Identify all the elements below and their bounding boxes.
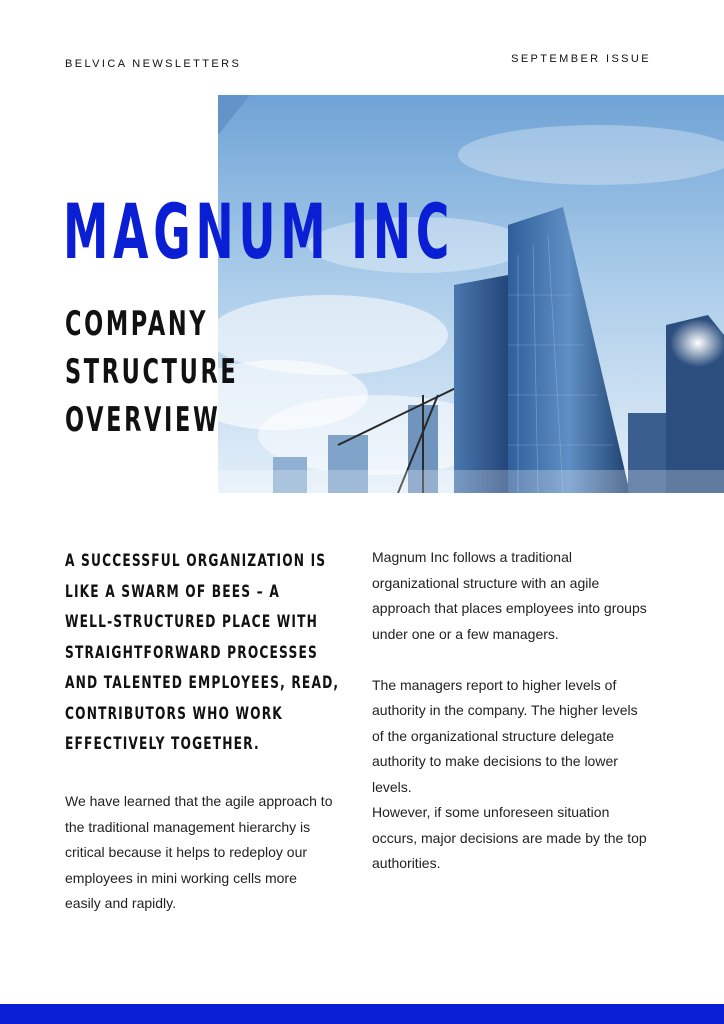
main-title: MAGNUM INC	[63, 187, 455, 276]
subtitle-line: OVERVIEW	[65, 400, 221, 440]
quote-line: WELL-STRUCTURED PLACE WITH	[65, 612, 319, 632]
right-paragraph-1: Magnum Inc follows a traditional organizational structure with an agile approach that places employees into groups under one or a few managers.	[372, 549, 647, 642]
quote-line: EFFECTIVELY TOGETHER.	[65, 734, 260, 754]
right-paragraph-2: The managers report to higher levels of authority in the company. The higher levels of the organizational structure delegate authority to make decisions to the lower levels.	[372, 676, 638, 795]
hero-image	[218, 95, 724, 493]
subtitle-line: STRUCTURE	[65, 352, 239, 392]
right-paragraph-3: However, if some unforeseen situation occurs, major decisions are made by the top authorities.	[372, 804, 647, 871]
subtitle	[65, 300, 238, 444]
quote-line: STRAIGHTFORWARD PROCESSES	[65, 642, 318, 663]
pull-quote	[65, 546, 339, 760]
skyscrapers-photo	[218, 95, 724, 493]
footer-bar	[0, 1004, 724, 1024]
right-column	[372, 545, 652, 877]
quote-line: CONTRIBUTORS WHO WORK	[65, 703, 283, 724]
left-paragraph: We have learned that the agile approach to the traditional management hierarchy is critical because it helps to redeploy our employees in mini working cells more easily and rapidly.	[65, 793, 333, 911]
brand-label: BELVICA NEWSLETTERS	[65, 58, 242, 70]
quote-line: AND TALENTED EMPLOYEES, READ,	[65, 673, 340, 693]
issue-label: SEPTEMBER ISSUE	[511, 53, 651, 65]
quote-line: LIKE A SWARM OF BEES – A	[65, 581, 280, 602]
quote-line: A SUCCESSFUL ORGANIZATION IS	[65, 551, 327, 571]
subtitle-line: COMPANY	[65, 304, 209, 344]
